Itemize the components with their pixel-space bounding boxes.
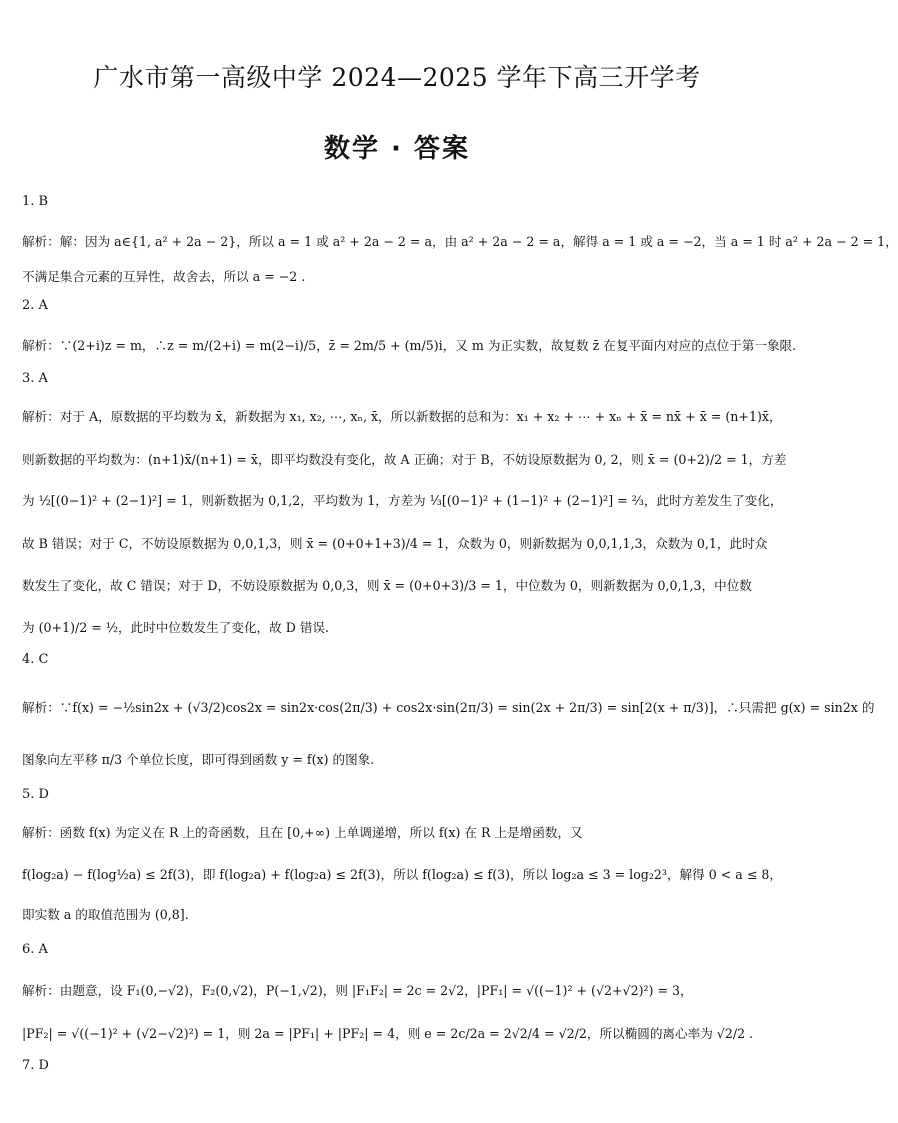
explanation-line: |PF₂| = √((−1)² + (√2−√2)²) = 1，则 2a = |PF₁| + |PF₂| = 4，则 e = 2c/2a = 2√2/4 = √2/2，所以椭圆的离心率为 √2/2 . bbox=[22, 1026, 754, 1041]
answer-number-4: 4. C bbox=[22, 652, 49, 667]
explanation-line: 为 ½[(0−1)² + (2−1)²] = 1，则新数据为 0,1,2，平均数为 1，方差为 ⅓[(0−1)² + (1−1)² + (2−1)²] = ⅔，此时方差发生了变化， bbox=[22, 493, 783, 508]
answer-number-6: 6. A bbox=[22, 942, 48, 957]
explanation-line: 解析：由题意，设 F₁(0,−√2)，F₂(0,√2)，P(−1,√2)，则 |F₁F₂| = 2c = 2√2，|PF₁| = √((−1)² + (√2+√2)²) = 3， bbox=[22, 983, 693, 998]
explanation-line: 故 B 错误；对于 C，不妨设原数据为 0,0,1,3，则 x̄ = (0+0+1+3)/4 = 1，众数为 0，则新数据为 0,0,1,1,3，众数为 0,1，此时众 bbox=[22, 536, 768, 551]
explanation-line: f(log₂a) − f(log½a) ≤ 2f(3)，即 f(log₂a) + f(log₂a) ≤ 2f(3)，所以 f(log₂a) ≤ f(3)，所以 log₂a ≤ 3 = log₂2³，解得 0 < a ≤ 8， bbox=[22, 867, 782, 882]
page-subtitle: 数学 · 答案 bbox=[324, 134, 470, 164]
explanation-line: 解析：函数 f(x) 为定义在 R 上的奇函数，且在 [0,+∞) 上单调递增，所以 f(x) 在 R 上是增函数，又 bbox=[22, 825, 583, 840]
explanation-line: 不满足集合元素的互异性，故舍去，所以 a = −2 . bbox=[22, 269, 306, 284]
answer-number-7: 7. D bbox=[22, 1058, 49, 1073]
answer-number-2: 2. A bbox=[22, 298, 48, 313]
explanation-line: 为 (0+1)/2 = ½，此时中位数发生了变化，故 D 错误. bbox=[22, 620, 330, 635]
explanation-line: 数发生了变化，故 C 错误；对于 D，不妨设原数据为 0,0,3，则 x̄ = (0+0+3)/3 = 1，中位数为 0，则新数据为 0,0,1,3，中位数 bbox=[22, 578, 752, 593]
answer-number-1: 1. B bbox=[22, 194, 49, 209]
answer-number-3: 3. A bbox=[22, 371, 48, 386]
explanation-line: 则新数据的平均数为：(n+1)x̄/(n+1) = x̄，即平均数没有变化，故 A 正确；对于 B，不妨设原数据为 0, 2，则 x̄ = (0+2)/2 = 1，方差 bbox=[22, 452, 787, 467]
explanation-line: 解析：∵(2+i)z = m，∴z = m/(2+i) = m(2−i)/5，z̄ = 2m/5 + (m/5)i，又 m 为正实数，故复数 z̄ 在复平面内对应的点位于第一象限. bbox=[22, 338, 797, 353]
explanation-line: 即实数 a 的取值范围为 (0,8]. bbox=[22, 907, 189, 922]
page-title: 广水市第一高级中学 2024—2025 学年下高三开学考 bbox=[93, 63, 701, 92]
explanation-line: 解析：解：因为 a∈{1, a² + 2a − 2}，所以 a = 1 或 a² + 2a − 2 = a，由 a² + 2a − 2 = a，解得 a = 1 或 a = −2，当 a = 1 时 a² + 2a − 2 = 1， bbox=[22, 234, 898, 249]
explanation-line: 解析：∵f(x) = −½sin2x + (√3/2)cos2x = sin2x·cos(2π/3) + cos2x·sin(2π/3) = sin(2x + 2π/3) = sin[2(x + π/3)]，∴只需把 g(x) = sin2x 的 bbox=[22, 700, 875, 715]
answer-number-5: 5. D bbox=[22, 787, 49, 802]
explanation-line: 图象向左平移 π/3 个单位长度，即可得到函数 y = f(x) 的图象. bbox=[22, 752, 375, 767]
explanation-line: 解析：对于 A，原数据的平均数为 x̄，新数据为 x₁, x₂, ⋯, xₙ, x̄，所以新数据的总和为：x₁ + x₂ + ⋯ + xₙ + x̄ = nx̄ + x̄ = (n+1)x̄， bbox=[22, 409, 782, 424]
